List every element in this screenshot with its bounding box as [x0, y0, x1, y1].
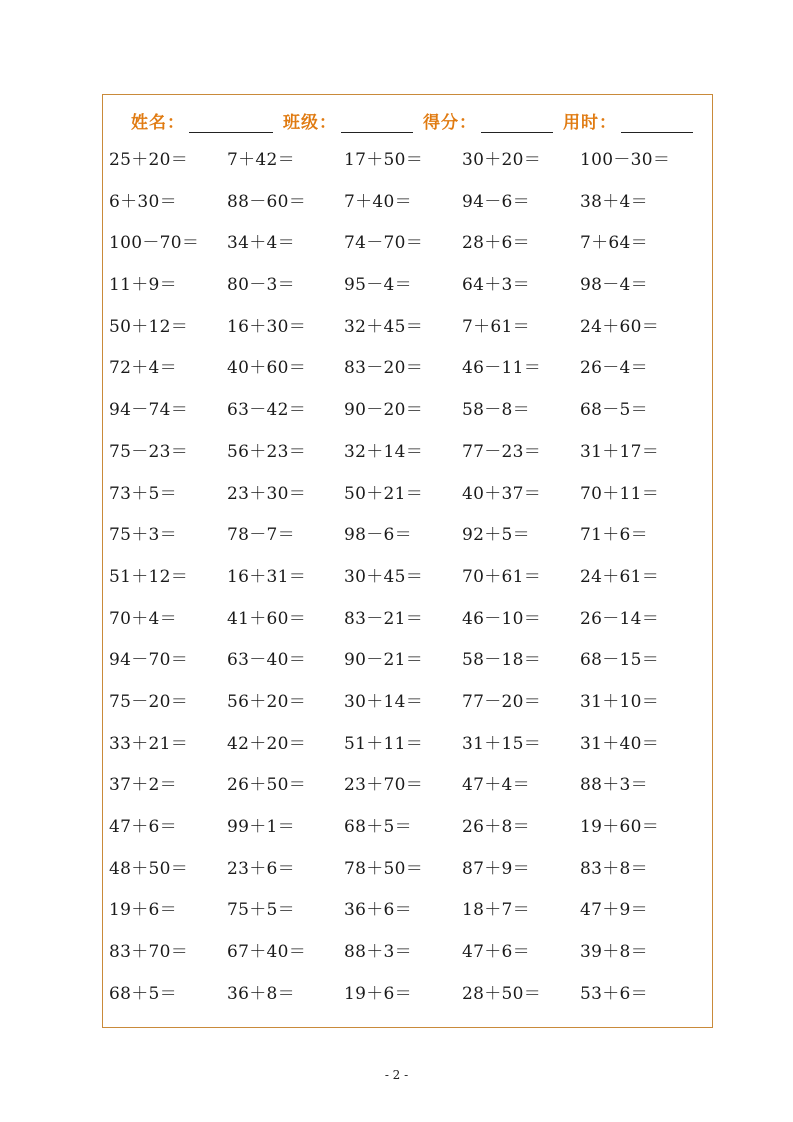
math-problem: 75＋3＝: [109, 525, 177, 546]
math-problem: 98－6＝: [344, 525, 412, 546]
problem-row: [109, 479, 709, 521]
math-problem: 83＋8＝: [580, 858, 648, 879]
problem-row: [109, 395, 709, 437]
math-problem: 68＋5＝: [344, 817, 412, 837]
math-problem: 90－20＝: [344, 400, 424, 421]
score-blank[interactable]: [481, 112, 553, 133]
math-problem: 71＋6＝: [580, 525, 648, 546]
math-problem: 83－20＝: [344, 358, 424, 379]
math-problem: 30＋14＝: [344, 691, 424, 712]
math-problem: 42＋20＝: [227, 733, 307, 754]
math-problem: 7＋64＝: [580, 233, 648, 254]
math-problem: 31＋15＝: [462, 733, 542, 754]
time-label: 用时：: [563, 113, 617, 133]
math-problem: 94－6＝: [462, 191, 530, 212]
math-problem: 40＋60＝: [227, 358, 307, 379]
math-problem: 68－15＝: [580, 650, 660, 671]
math-problem: 25＋20＝: [109, 150, 189, 170]
math-problem: 28＋50＝: [462, 983, 542, 1004]
math-problem: 46－11＝: [462, 358, 542, 379]
problem-row: [109, 645, 709, 687]
problem-row: [109, 520, 709, 562]
score-field: [423, 108, 553, 133]
math-problem: 83＋70＝: [109, 942, 189, 963]
math-problem: 63－42＝: [227, 400, 307, 421]
math-problem: 16＋30＝: [227, 316, 307, 337]
problem-grid: [109, 145, 709, 1020]
name-field: [131, 108, 273, 133]
math-problem: 68＋5＝: [109, 983, 177, 1004]
math-problem: 36＋6＝: [344, 900, 412, 921]
worksheet-frame: [102, 94, 713, 1028]
math-problem: 64＋3＝: [462, 275, 530, 296]
math-problem: 50＋12＝: [109, 316, 189, 337]
math-problem: 39＋8＝: [580, 942, 648, 963]
problem-row: [109, 228, 709, 270]
math-problem: 36＋8＝: [227, 983, 295, 1004]
math-problem: 48＋50＝: [109, 858, 189, 879]
math-problem: 58－18＝: [462, 650, 542, 671]
math-problem: 23＋70＝: [344, 775, 424, 796]
math-problem: 46－10＝: [462, 608, 542, 629]
math-problem: 7＋40＝: [344, 191, 412, 212]
math-problem: 50＋21＝: [344, 483, 424, 504]
math-problem: 92＋5＝: [462, 525, 530, 546]
problem-row: [109, 562, 709, 604]
math-problem: 51＋11＝: [344, 733, 424, 754]
problem-row: [109, 604, 709, 646]
math-problem: 87＋9＝: [462, 858, 530, 879]
math-problem: 24＋61＝: [580, 566, 660, 587]
math-problem: 51＋12＝: [109, 566, 189, 587]
math-problem: 31＋40＝: [580, 733, 660, 754]
math-problem: 88＋3＝: [580, 775, 648, 796]
math-problem: 70＋61＝: [462, 566, 542, 587]
problem-row: [109, 312, 709, 354]
math-problem: 17＋50＝: [344, 150, 424, 170]
math-problem: 47＋4＝: [462, 775, 530, 796]
problem-row: [109, 729, 709, 771]
math-problem: 26－14＝: [580, 608, 660, 629]
math-problem: 98－4＝: [580, 275, 648, 296]
problem-row: [109, 937, 709, 979]
class-label: 班级：: [283, 113, 337, 133]
math-problem: 31＋17＝: [580, 441, 660, 462]
math-problem: 24＋60＝: [580, 316, 660, 337]
math-problem: 19＋6＝: [344, 983, 412, 1004]
problem-row: [109, 812, 709, 854]
math-problem: 30＋20＝: [462, 150, 542, 170]
problem-row: [109, 979, 709, 1021]
problem-row: [109, 687, 709, 729]
math-problem: 58－8＝: [462, 400, 530, 421]
math-problem: 6＋30＝: [109, 191, 177, 212]
time-field: [563, 108, 693, 133]
name-blank[interactable]: [189, 112, 273, 133]
math-problem: 11＋9＝: [109, 275, 177, 296]
worksheet-header: [131, 105, 703, 133]
math-problem: 7＋42＝: [227, 150, 295, 170]
math-problem: 56＋23＝: [227, 441, 307, 462]
math-problem: 63－40＝: [227, 650, 307, 671]
math-problem: 78＋50＝: [344, 858, 424, 879]
math-problem: 67＋40＝: [227, 942, 307, 963]
math-problem: 26＋50＝: [227, 775, 307, 796]
problem-row: [109, 187, 709, 229]
class-field: [283, 108, 413, 133]
math-problem: 70＋11＝: [580, 483, 660, 504]
math-problem: 100－30＝: [580, 150, 671, 170]
math-problem: 90－21＝: [344, 650, 424, 671]
math-problem: 74－70＝: [344, 233, 424, 254]
math-problem: 53＋6＝: [580, 983, 648, 1004]
math-problem: 38＋4＝: [580, 191, 648, 212]
math-problem: 78－7＝: [227, 525, 295, 546]
math-problem: 23＋30＝: [227, 483, 307, 504]
math-problem: 95－4＝: [344, 275, 412, 296]
math-problem: 16＋31＝: [227, 566, 307, 587]
score-label: 得分：: [423, 113, 477, 133]
math-problem: 73＋5＝: [109, 483, 177, 504]
page-number: - 2 -: [384, 1068, 409, 1082]
math-problem: 26－4＝: [580, 358, 648, 379]
math-problem: 75－20＝: [109, 691, 189, 712]
math-problem: 99＋1＝: [227, 817, 295, 837]
math-problem: 100－70＝: [109, 233, 200, 254]
math-problem: 19＋6＝: [109, 900, 177, 921]
math-problem: 75＋5＝: [227, 900, 295, 921]
problem-row: [109, 854, 709, 896]
math-problem: 83－21＝: [344, 608, 424, 629]
math-problem: 18＋7＝: [462, 900, 530, 921]
name-label: 姓名：: [131, 113, 185, 133]
math-problem: 88＋3＝: [344, 942, 412, 963]
problem-row: [109, 437, 709, 479]
math-problem: 28＋6＝: [462, 233, 530, 254]
math-problem: 26＋8＝: [462, 817, 530, 837]
math-problem: 77－23＝: [462, 441, 542, 462]
math-problem: 56＋20＝: [227, 691, 307, 712]
math-problem: 94－74＝: [109, 400, 189, 421]
problem-row: [109, 770, 709, 812]
math-problem: 47＋6＝: [462, 942, 530, 963]
math-problem: 37＋2＝: [109, 775, 177, 796]
math-problem: 75－23＝: [109, 441, 189, 462]
math-problem: 80－3＝: [227, 275, 295, 296]
math-problem: 34＋4＝: [227, 233, 295, 254]
math-problem: 72＋4＝: [109, 358, 177, 379]
class-blank[interactable]: [341, 112, 413, 133]
math-problem: 32＋14＝: [344, 441, 424, 462]
math-problem: 19＋60＝: [580, 817, 660, 837]
problem-row: [109, 145, 709, 187]
math-problem: 7＋61＝: [462, 316, 530, 337]
math-problem: 77－20＝: [462, 691, 542, 712]
math-problem: 47＋6＝: [109, 817, 177, 837]
math-problem: 23＋6＝: [227, 858, 295, 879]
math-problem: 47＋9＝: [580, 900, 648, 921]
problem-row: [109, 353, 709, 395]
math-problem: 32＋45＝: [344, 316, 424, 337]
math-problem: 33＋21＝: [109, 733, 189, 754]
problem-row: [109, 270, 709, 312]
math-problem: 70＋4＝: [109, 608, 177, 629]
math-problem: 30＋45＝: [344, 566, 424, 587]
problem-row: [109, 895, 709, 937]
math-problem: 68－5＝: [580, 400, 648, 421]
math-problem: 40＋37＝: [462, 483, 542, 504]
math-problem: 31＋10＝: [580, 691, 660, 712]
math-problem: 94－70＝: [109, 650, 189, 671]
math-problem: 88－60＝: [227, 191, 307, 212]
math-problem: 41＋60＝: [227, 608, 307, 629]
time-blank[interactable]: [621, 112, 693, 133]
